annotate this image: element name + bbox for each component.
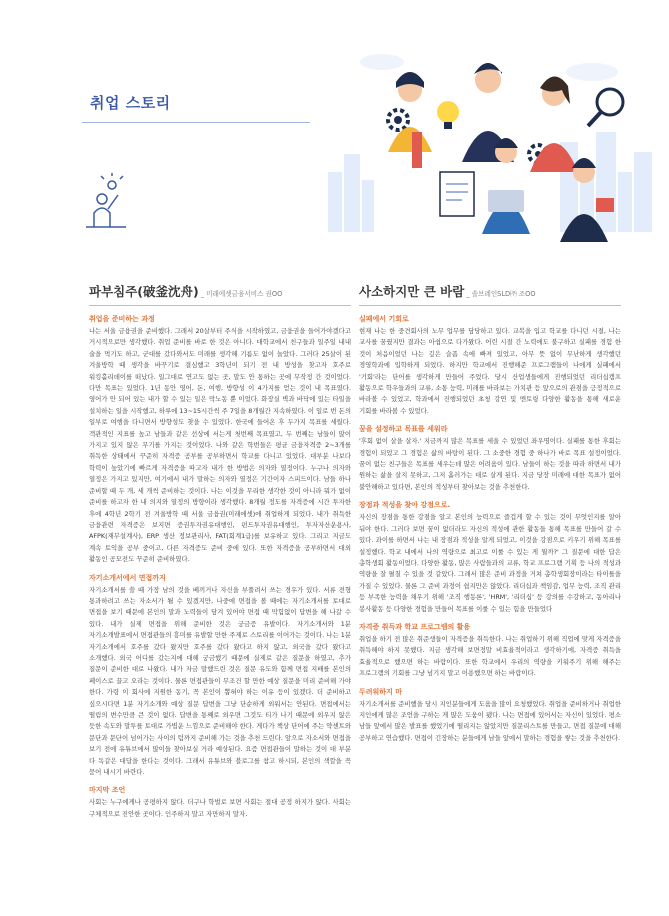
story-title: 파부침주(破釜沈舟): [89, 284, 199, 299]
story-header: [359, 282, 621, 300]
story-author: _ 솔브레인SLD㈜ 조OO: [466, 290, 536, 298]
story-column-right: [359, 282, 621, 751]
section-heading: 자기소개서에서 면접까지: [89, 573, 166, 582]
section-body: 자기소개서를 준비했을 당시 지인분들에게 도움을 많이 요청했었다. 취업을 준비하거나 취업한 지인에게 많은 조언을 구하는 게 많은 도움이 됐다. 나는 면접에 있어서는 자신이 있었다. 평소 남들 앞에서 많은 발표를 했었기에 떨리지는 않았지만 질문리스트를 만들고, 면접 질문에 대해 공부하고 연습했다. 면접이 긴장하는 분들에게 남들 앞에서 말하는 경험을 쌓는 것을 추천한다.: [359, 699, 621, 742]
divider: [359, 305, 621, 306]
section-heading: 꿈을 설정하고 목표를 세워라: [359, 425, 448, 434]
section-body: '후회 없이 살을 살자.' 지금까지 많은 목표를 세울 수 있었던 좌우명이다. 실패를 통한 후회는 경험이 되었고 그 경험은 삶의 바탕이 된다. 그 소중한 경험 중 하나가 바로 목표 설정이었다. 꿈이 없는 친구들은 목표를 세우는데 많은 어려움이 있다. 남들이 하는 것을 따라 하면서 내가 원하는 삶을 살지 못하고, 그저 흘러가는 대로 살게 된다. 지금 당장 미래에 대한 목표가 없어 불안해하고 있다면, 본인의 적성부터 찾아보는 것을 추천한다.: [359, 437, 621, 491]
section-body: 현재 나는 한 중견회사의 노무 업무를 담당하고 있다. 교복을 입고 학교를 다니던 시절, 나는 교사를 꿈꿨지만 결과는 아쉽으로 다가왔다. 어린 시절 간 노력에도 불구하고 실패를 경험 한 것이 처음이었던 나는 깊은 슬픔 속에 빠져 있었고, 아무 뜻 없이 무난하게 생각했던 경영학과에 입학하게 되었다. 하지만 학교에서 진행해준 프로그램들이 나에게 실패에서 '기회'라는 단어를 생각하게 만들어 주었다. 당시 산업생들에게 진행되었던 리더십캠프 활동으로 학우들과의 교류, 소통 능력, 미래를 바라보는 가치관 등 앞으로의 관점을 긍정적으로 바라볼 수 있었고, 학과에서 진행되었던 초청 강연 및 멘토링 다양한 활동을 통해 새로운 기회를 바라볼 수 있었다.: [359, 327, 621, 415]
hero-illustration: [292, 22, 669, 242]
section-heading: 취업을 준비하는 과정: [89, 315, 155, 323]
title-rule: [82, 122, 310, 123]
story-author: _ 미래에셋금융서비스 권OO: [200, 290, 283, 298]
story-header: [89, 282, 351, 300]
section-title: 취업 스토리: [90, 94, 171, 112]
story-title: 사소하지만 큰 바람: [359, 284, 465, 299]
section-heading: 마지막 조언: [89, 786, 126, 795]
top-band: [0, 0, 669, 22]
section-body: 취업을 하기 전 많은 취준생들이 자격증을 취득한다. 나는 취업하기 위해 직업에 맞게 자격증을 취득해야 하지 못했다. 지금 생각해 보면정말 비효율적이라고 생각하기에, 자격증 취득을 효율적으로 했으면 하는 바람이다. 또한 학교에서 우리의 역량을 키워주기 위해 해주는 프로그램의 기회를 그냥 넘기지 말고 이용했으면 하는 바람이다.: [359, 634, 621, 678]
section-body: 자신의 장점을 통한 강점을 알고 본인의 능력으로 즐겁게 할 수 있는 것이 무엇인지를 알아 둬야 한다. 그러다 보면 꿈이 없더라도 자신의 적성에 관한 활동들 통해 목표를 만들어 갈 수 있다. 과이를 하면서 나는 내 장점과 적성을 알게 되었고, 이것을 강점으로 키우기 위해 목표를 설정했다. 학교 내에서 나의 역량으로 최고로 이룰 수 있는 게 뭘까?' 그 질문에 대한 답은 총학생회 활동이었다. 다양한 활동, 많은 사람들과의 교류, 학교 프로그램 기획 등 나의 적성과 역량을 잘 펼칠 수 있을 것 같았다. 그래서 많은 준비 과정을 거쳐 총학생회장이라는 타이틀을 가질 수 있었다. 물론 그 준비 과정이 쉽지만은 않았다. 리더십과 책임감, 업무 능력, 조직 관리 등 부족한 능력을 채우기 위해 '조직 행동론', 'HRM', '리더십' 등 강의를 수강하고, 동아리나 봉사활동 등 다양한 경험을 만들어 목표를 이룰 수 있는 힘을 만들었다: [359, 513, 621, 613]
section-body: 나는 서울 금융권을 준비했다. 그래서 20살부터 주식을 시작하였고, 금융권을 들어가야겠다고 거시적으로만 생각했다. 취업 준비를 바로 한 것은 아니다. 대학교에서 친구들과 일주일 내내 술을 먹기도 하고, 군대를 갔다와서도 미래를 생각해 기름도 없이 놀았다. 그러다 25살이 된 겨울방학 때 생각을 바꾸기로 결심했고 3학년이 되기 전 내 방성을 찾고자 호주로 워킹홀리데이를 떠났다. 일그대로 연고도 없는 곳, 말도 안 통하는 곳에 무작정 간 것이었다. 다만 목표는 있었다. 1년 동안 영어, 돈, 여행, 방향성 이 4가지를 얻는 것이 내 목표였다. 영어가 안 되어 있는 내가 할 수 있는 일은 막노동 뿐 이었다. 화장실 벽과 바닥에 있는 타일을 설치하는 일을 시작했고, 하루에 13~15시간씩 주 7일을 8개월간 지속하였다. 이 일로 번 돈의 일부로 여행을 다니면서 방향성도 찾을 수 있었다. 한국에 들어온 후 두가지 목표를 세웠다. 객관적인 지표를 높고 남들과 같은 선상에 서는게 첫번째 목표였고, 두 번째는 남들이 많이 가지고 있지 않은 무기를 가지는 것이었다. 나와 같은 학번들은 평균 금융자격증 2~3개를 취득한 상태에서 꾸준히 자격증 공부를 공부하면서 학교를 다니고 있었다. 대부분 나보다 학력이 높았기에 빠르게 자격증을 따고자 내가 한 방법은 의자와 열정이다. 누구나 의자와 열정은 가지고 있지만, 여기에서 내가 말하는 의자와 열정은 기간이자 스피드이다. 남들 하나 준비할 때 두 개, 세 개씩 준비하는 것이다. 나는 이것을 무리한 생각한 것이 아니라 뭐가 없이 준비를 하고자 한 내 의지와 열정의 방향이라 생각했다. 8개월 정도를 자격증에 시간 투자한 후에 4학년 2학기 전 겨울방학 때 서울 금융권(미래에셋)에 취업하게 되었다. 내가 취득한 금융관련 자격증은 보지면 증권투자권유대행인, 펀드투자권유대행인, 투자자산운용사, AFPK(재무설계사), ERP 생산 정보관리사, FAT(회계1급)를 보유하고 있다. 그리고 지금도 계속 토익을 공부 중이고, 다른 자격증도 준비 중에 있다. 또한 자격증을 공부하면서 대외 활동인 공모전도 꾸준히 준비하였다.: [89, 327, 351, 564]
section-heading: 장점과 적성을 찾아 강점으로.: [359, 501, 451, 510]
section-heading: 실패에서 기회로: [359, 315, 409, 323]
section-heading: 자격증 취득과 학교 프로그램의 활용: [359, 622, 471, 631]
divider: [89, 305, 351, 306]
story-column-left: [89, 282, 351, 827]
section-heading: 두려워하지 마: [359, 687, 403, 696]
section-body: 사회는 누구에게나 공평하지 않다. 더구나 학벌로 보면 사회는 절대 공정 하지가 않다. 사회는 구체적으로 진안한 곳이다. 인주하지 말고 자만하지 말자.: [89, 798, 351, 818]
idea-person-icon: [82, 173, 138, 229]
section-body: 자기소개서를 쓸 때 가장 남의 것을 베끼거나 자신을 부풀려서 쓰는 경우가 있다. 서류 전형 통과하려고 쓰는 자소서가 될 수 있겠지만, 나중에 면접을 볼 때에는 자기소개서를 토대로 면접을 보기 때문에 본인의 말과 노력들이 담겨 있어야 면접 때 막힘없이 답변을 해 나갈 수 있다. 내가 실제 면접을 위해 준비한 것은 궁금증 유발이다. 자기소개서와 1분 자기소개발표에서 면접관들의 흥미를 유발할 만한 주제로 스토리를 이어가는 것이다. 나는 1분 자기소개에서 호주를 갔다 왔지만 호주를 갔다 왔다고 하지 않고, 외국을 갔다 왔다고 소개했다. 외국 어디를 갔는지에 대해 궁금했기 때문에 실제로 같은 질문을 하였고, 추가 질문이 준비한 대로 나왔다. 내가 자금 말했드린 것은 질문 유도와 함께 면접 지배를 본인의 페이스로 끌고 오라는 것이다. 물론 면접관들이 무조건 할 만한 예상 질문을 미리 준비해 가야 한다. 가령 이 회사에 지원한 동기, 꼭 본인이 뽑혀야 하는 이유 등이 있겠다. 더 준비하고 싶으시다면 1분 자기소개와 예상 질문 답변을 그냥 단순하게 외워서는 안된다. 면접에서는 떨림의 변수만큼 큰 것이 없다. 답변을 통째로 외우면 그것도 티가 나기 때문에 외우지 않은 듯한 속도와 말투를 토대로 가볍운 느낌으로 준비해야 한다. 게다가 책상 단어에 주는 약센트와 문단과 문단이 넘어가는 사이의 텀까지 준비해 가는 것을 추천 드린다. 앞으로 자소서와 면접을 보기 전에 유튜브에서 많이들 찾아보실 거라 예상된다. 요즘 면접관들이 말하는 것이 대 부분 다 독같은 대답을 한다는 것이다. 그래서 유튜브와 블로그를 참고 하시되, 본인의 색깔을 꼭 묻어 내시기 바란다.: [89, 585, 351, 777]
